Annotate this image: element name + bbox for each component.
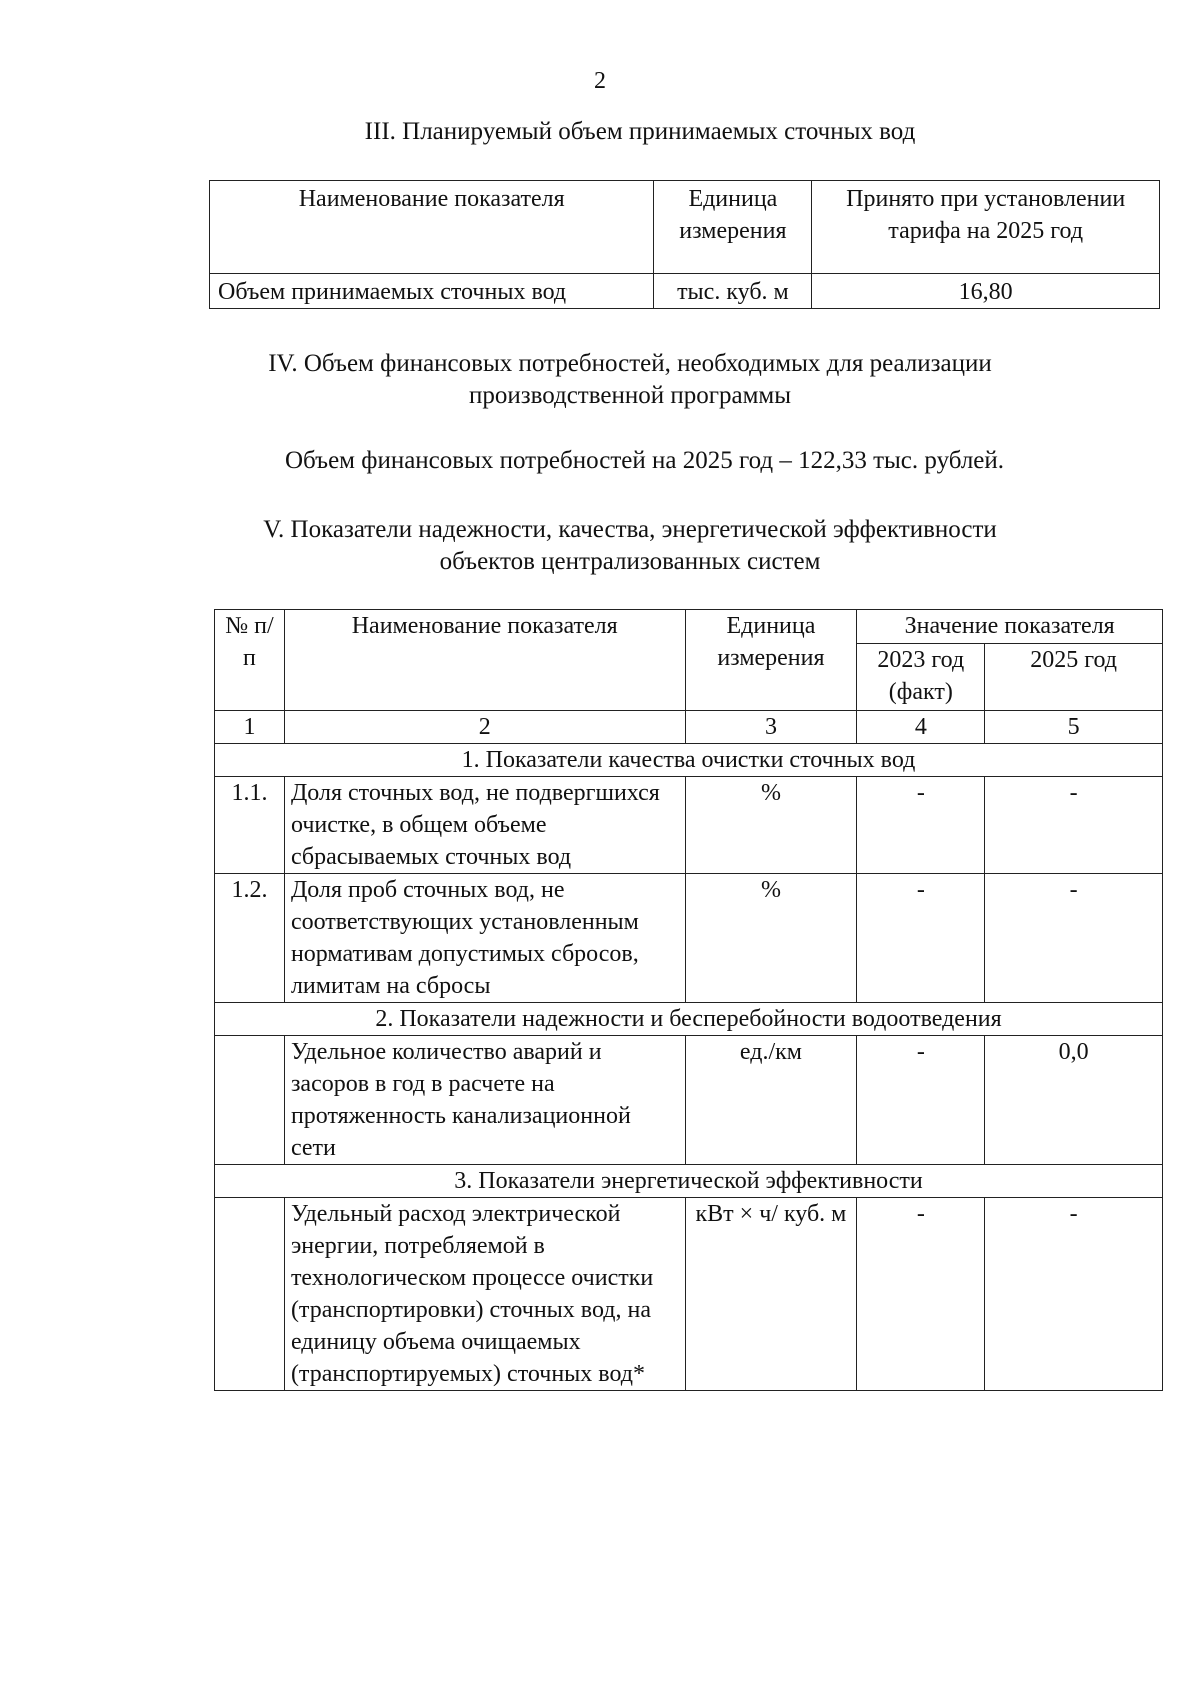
row-number: 1.2.: [215, 874, 285, 1003]
wastewater-volume-table: [209, 180, 1160, 309]
row-indicator-name: Удельное количество аварий и засоров в год в расчете на протяженность канализационной сети: [284, 1036, 685, 1165]
header-unit: Единица измерения: [685, 610, 857, 711]
cell-indicator-name: Объем принимаемых сточных вод: [210, 274, 654, 309]
table-row: [215, 874, 1163, 1003]
row-value-2025: 0,0: [985, 1036, 1163, 1165]
row-unit: ед./км: [685, 1036, 857, 1165]
row-value-2025: -: [985, 777, 1163, 874]
section-4-heading: [30, 348, 1200, 412]
section-3-heading: III. Планируемый объем принимаемых сточных вод: [364, 118, 916, 145]
section-title: 2. Показатели надежности и бесперебойности водоотведения: [215, 1003, 1163, 1036]
cell-unit: тыс. куб. м: [654, 274, 812, 309]
section-title: 1. Показатели качества очистки сточных вод: [215, 744, 1163, 777]
header-year-2025: 2025 год: [985, 644, 1163, 711]
row-unit: кВт × ч/ куб. м: [685, 1198, 857, 1391]
row-value-2025: -: [985, 874, 1163, 1003]
header-unit: Единица измерения: [654, 181, 812, 274]
table-row: [215, 777, 1163, 874]
row-number: [215, 1198, 285, 1391]
table-row: [215, 1036, 1163, 1165]
col-number-5: 5: [985, 711, 1163, 744]
column-number-row: [215, 711, 1163, 744]
row-unit: %: [685, 777, 857, 874]
row-value-2023: -: [857, 1198, 985, 1391]
table-header-row: [210, 181, 1160, 274]
row-value-2023: -: [857, 777, 985, 874]
section-4-heading-line1: IV. Объем финансовых потребностей, необходимых для реализации: [268, 350, 992, 377]
row-value-2025: -: [985, 1198, 1163, 1391]
row-number: [215, 1036, 285, 1165]
table-header-row: [215, 610, 1163, 644]
header-indicator-name: Наименование показателя: [210, 181, 654, 274]
section-5-heading-line1: V. Показатели надежности, качества, энергетической эффективности: [263, 516, 997, 543]
row-value-2023: -: [857, 1036, 985, 1165]
row-indicator-name: Доля проб сточных вод, не соответствующих установленным нормативам допустимых сбросов, лимитам на сбросы: [284, 874, 685, 1003]
section-row: [215, 744, 1163, 777]
indicators-table: [214, 609, 1163, 1391]
section-title: 3. Показатели энергетической эффективности: [215, 1165, 1163, 1198]
header-year-2023: 2023 год (факт): [857, 644, 985, 711]
section-row: [215, 1165, 1163, 1198]
col-number-2: 2: [284, 711, 685, 744]
cell-value: 16,80: [812, 274, 1160, 309]
page-number: 2: [594, 68, 606, 94]
section-5-heading-line2: объектов централизованных систем: [439, 548, 821, 575]
section-4-heading-line2: производственной программы: [468, 382, 792, 409]
row-value-2023: -: [857, 874, 985, 1003]
table-row: [210, 274, 1160, 309]
col-number-4: 4: [857, 711, 985, 744]
row-indicator-name: Удельный расход электрической энергии, потребляемой в технологическом процессе очистки (транспортировки) сточных вод, на единицу объема очищаемых (транспортируемых) сточных вод*: [284, 1198, 685, 1391]
section-5-heading: [30, 514, 1200, 578]
financial-needs-text: Объем финансовых потребностей на 2025 год – 122,33 тыс. рублей.: [285, 447, 1005, 474]
table-row: [215, 1198, 1163, 1391]
row-unit: %: [685, 874, 857, 1003]
col-number-3: 3: [685, 711, 857, 744]
section-row: [215, 1003, 1163, 1036]
header-tariff-2025: Принято при установлении тарифа на 2025 год: [812, 181, 1160, 274]
row-indicator-name: Доля сточных вод, не подвергшихся очистке, в общем объеме сбрасываемых сточных вод: [284, 777, 685, 874]
col-number-1: 1: [215, 711, 285, 744]
row-number: 1.1.: [215, 777, 285, 874]
header-indicator-value: Значение показателя: [857, 610, 1163, 644]
header-number: № п/п: [215, 610, 285, 711]
header-indicator-name: Наименование показателя: [284, 610, 685, 711]
